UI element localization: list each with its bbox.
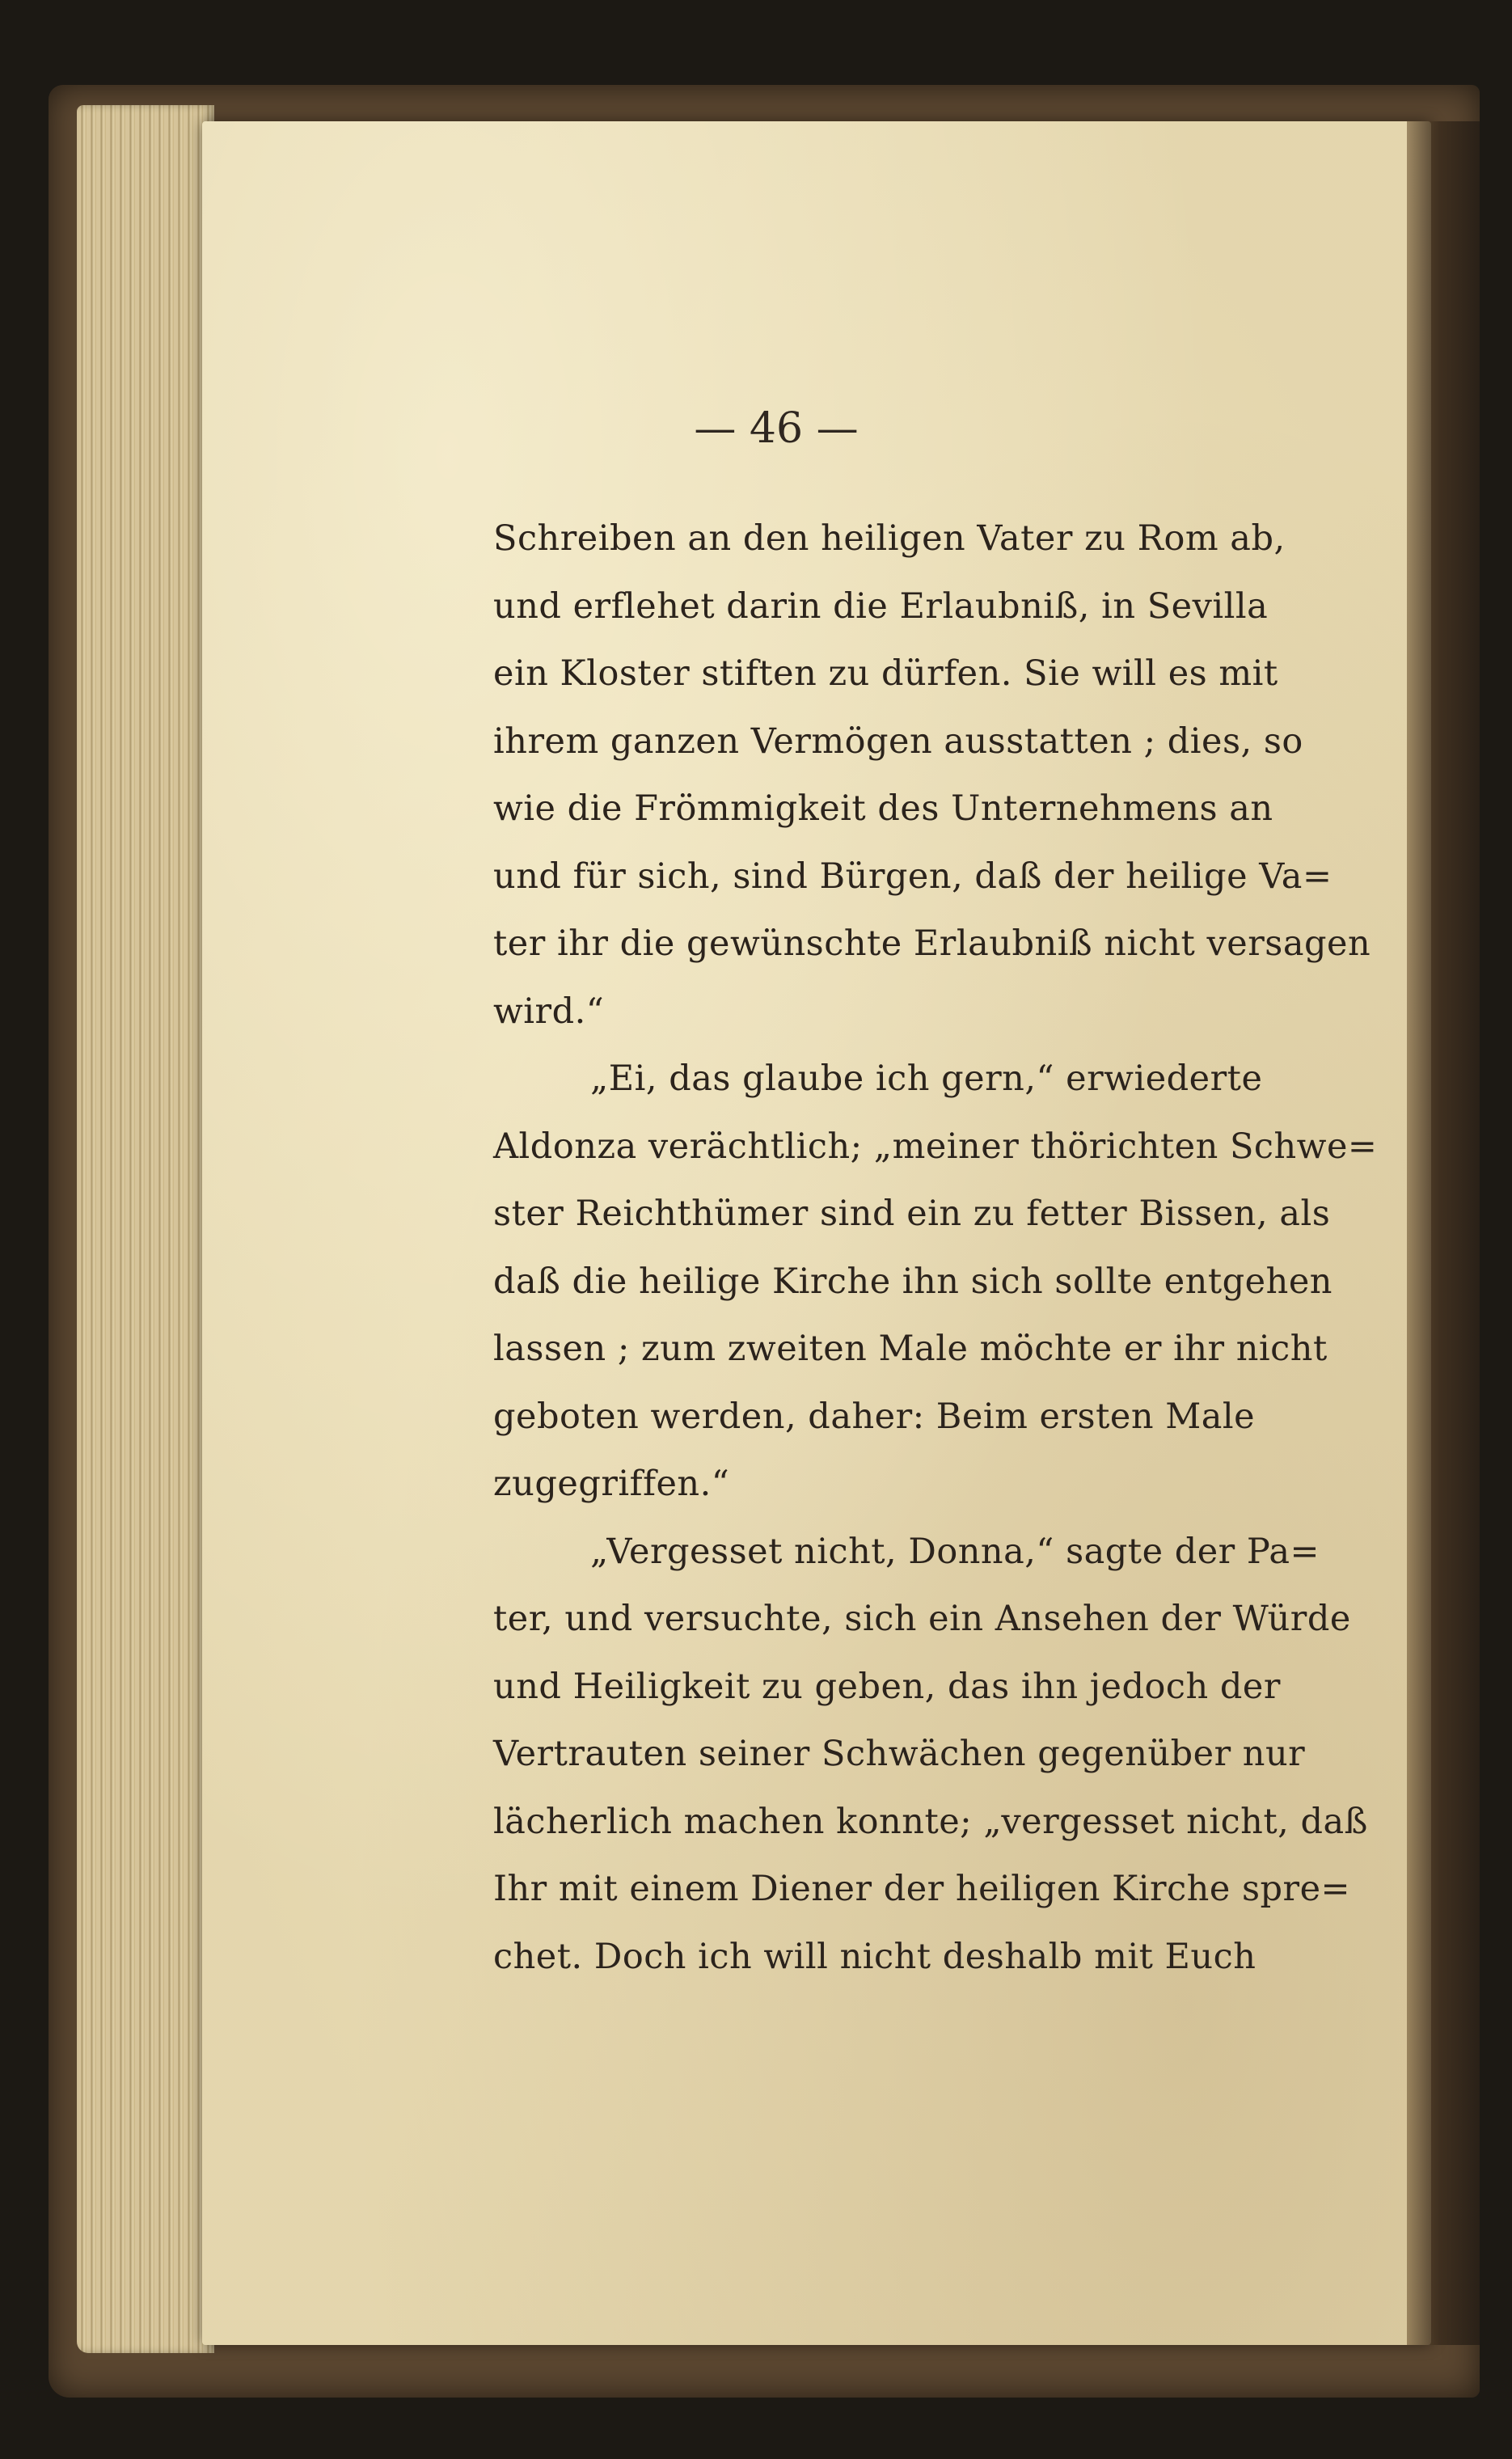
text-line: ein Kloster stiften zu dürfen. Sie will es mit <box>493 653 1278 694</box>
text-line: zugegriffen.“ <box>493 1464 730 1504</box>
text-line: lächerlich machen konnte; „vergesset nicht, daß <box>493 1801 1368 1842</box>
page-edges <box>77 105 214 2353</box>
text-line: ter, und versuchte, sich ein Ansehen der Würde <box>493 1599 1351 1639</box>
text-line: „Ei, das glaube ich gern,“ erwiederte <box>590 1058 1263 1099</box>
text-line: wird.“ <box>493 991 605 1032</box>
text-line: Aldonza verächtlich; „meiner thörichten Schwe= <box>493 1126 1378 1167</box>
text-line: und Heiligkeit zu geben, das ihn jedoch der <box>493 1666 1281 1707</box>
text-line: ter ihr die gewünschte Erlaubniß nicht versagen <box>493 923 1371 964</box>
text-line: und für sich, sind Bürgen, daß der heilige Va= <box>493 856 1333 897</box>
text-line: lassen ; zum zweiten Male möchte er ihr nicht <box>493 1329 1328 1369</box>
text-line: geboten werden, daher: Beim ersten Male <box>493 1396 1256 1437</box>
text-line: Schreiben an den heiligen Vater zu Rom ab, <box>493 518 1286 559</box>
text-line: ihrem ganzen Vermögen ausstatten ; dies, so <box>493 720 1303 762</box>
text-line: Vertrauten seiner Schwächen gegenüber nur <box>493 1734 1306 1774</box>
text-line: Ihr mit einem Diener der heiligen Kirche spre= <box>493 1869 1351 1909</box>
book-gutter <box>1407 121 1480 2345</box>
page-number: — 46 — <box>694 404 859 453</box>
text-line: und erflehet darin die Erlaubniß, in Sevilla <box>493 585 1269 627</box>
text-line: chet. Doch ich will nicht deshalb mit Euch <box>493 1936 1256 1977</box>
text-line: daß die heilige Kirche ihn sich sollte entgehen <box>493 1261 1333 1302</box>
text-line: ster Reichthümer sind ein zu fetter Bissen, als <box>493 1194 1331 1234</box>
text-line: „Vergesset nicht, Donna,“ sagte der Pa= <box>590 1531 1320 1572</box>
text-line: wie die Frömmigkeit des Unternehmens an <box>493 788 1273 829</box>
body-text <box>493 505 1378 1991</box>
